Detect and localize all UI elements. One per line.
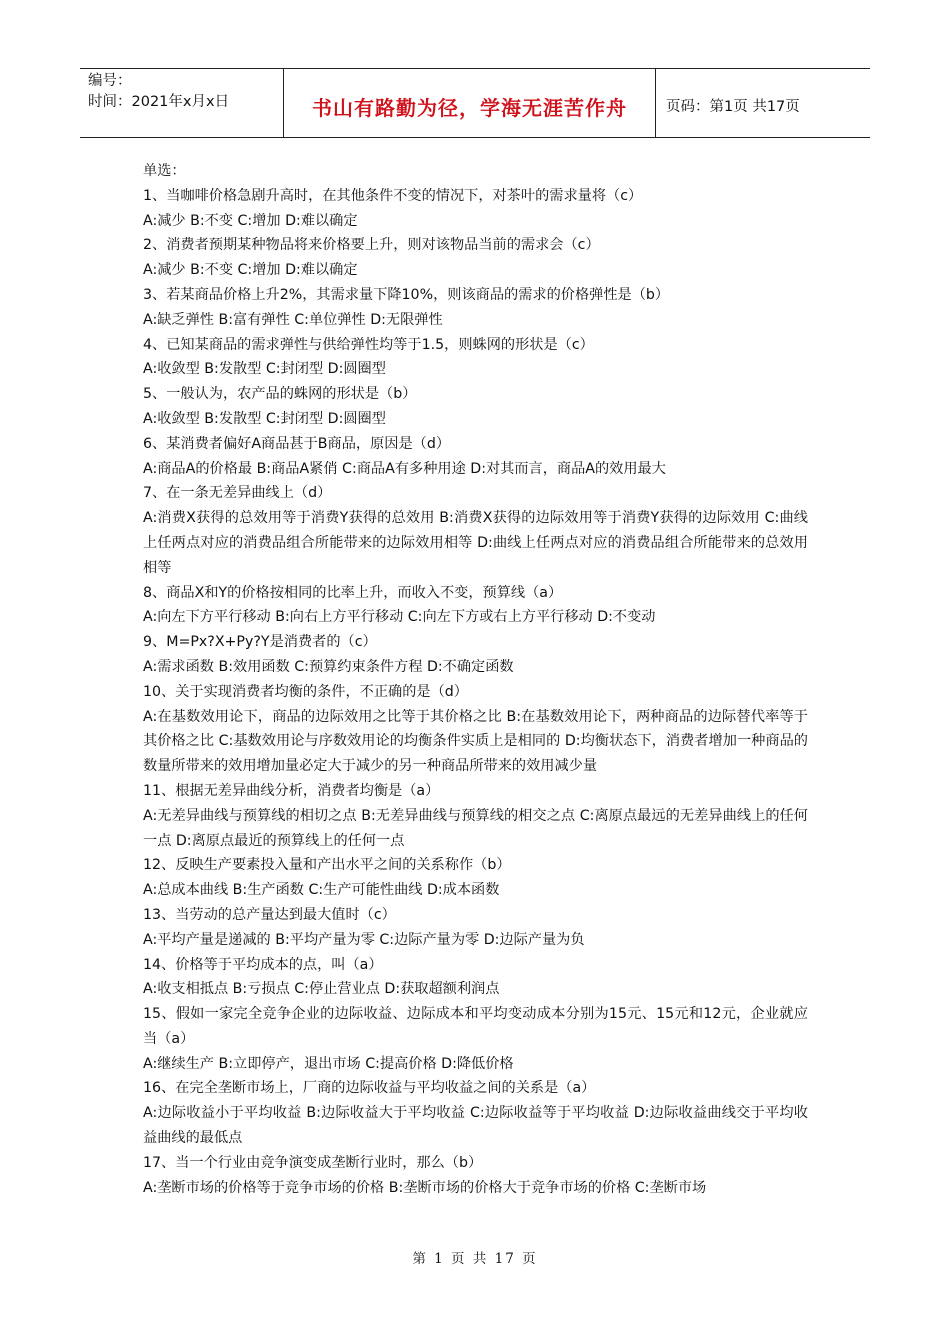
options-6: A:商品A的价格最 B:商品A紧俏 C:商品A有多种用途 D:对其而言，商品A的效用最大 [143,460,666,477]
options-15: A:继续生产 B:立即停产，退出市场 C:提高价格 D:降低价格 [143,1055,514,1072]
document-time: 时间：2021年x月x日 [88,94,230,110]
question-5: 5、一般认为，农产品的蛛网的形状是（b） [143,386,417,403]
question-9: 9、M=Px?X+Py?Y是消费者的（c） [143,634,377,651]
page-header [80,68,870,138]
options-13: A:平均产量是递减的 B:平均产量为零 C:边际产量为零 D:边际产量为负 [143,931,585,948]
question-12: 12、反映生产要素投入量和产出水平之间的关系称作（b） [143,857,511,874]
question-1: 1、当咖啡价格急剧升高时，在其他条件不变的情况下，对茶叶的需求量将（c） [143,187,643,204]
question-14: 14、价格等于平均成本的点，叫（a） [143,956,383,973]
question-15: 15、假如一家完全竞争企业的边际收益、边际成本和平均变动成本分别为15元、15元和12元，企业就应当（a） [143,1006,808,1047]
question-17: 17、当一个行业由竞争演变成垄断行业时，那么（b） [143,1154,483,1171]
options-8: A:向左下方平行移动 B:向右上方平行移动 C:向左下方或右上方平行移动 D:不变动 [143,609,656,626]
options-11: A:无差异曲线与预算线的相切之点 B:无差异曲线与预算线的相交之点 C:离原点最远的无差异曲线上的任何一点 D:离原点最近的预算线上的任何一点 [143,807,808,849]
options-12: A:总成本曲线 B:生产函数 C:生产可能性曲线 D:成本函数 [143,882,500,899]
question-8: 8、商品X和Y的价格按相同的比率上升，而收入不变，预算线（a） [143,584,563,601]
header-left-cell [80,69,284,137]
question-3: 3、若某商品价格上升2%，其需求量下降10%，则该商品的需求的价格弹性是（b） [143,286,670,303]
options-10: A:在基数效用论下，商品的边际效用之比等于其价格之比 B:在基数效用论下，两种商品的边际替代率等于其价格之比 C:基数效用论与序数效用论的均衡条件实质上是相同的 D:均衡状态下，消费者增加一种商品的数量所带来的效用增加量必定大于减少的另一种商品所带来的效用减少量 [143,708,808,775]
question-10: 10、关于实现消费者均衡的条件，不正确的是（d） [143,683,468,700]
options-1: A:减少 B:不变 C:增加 D:难以确定 [143,212,358,229]
question-16: 16、在完全垄断市场上，厂商的边际收益与平均收益之间的关系是（a） [143,1080,596,1097]
options-3: A:缺乏弹性 B:富有弹性 C:单位弹性 D:无限弹性 [143,311,443,328]
page-footer: 第 1 页 共 17 页 [412,1251,538,1267]
question-list [143,159,808,1200]
options-7: A:消费X获得的总效用等于消费Y获得的总效用 B:消费X获得的边际效用等于消费Y获得的边际效用 C:曲线上任两点对应的消费品组合所能带来的边际效用相等 D:曲线上任两点对应的消费品组合所能带来的总效用相等 [143,510,808,576]
options-16: A:边际收益小于平均收益 B:边际收益大于平均收益 C:边际收益等于平均收益 D:边际收益曲线交于平均收益曲线的最低点 [143,1105,808,1147]
options-17: A:垄断市场的价格等于竞争市场的价格 B:垄断市场的价格大于竞争市场的价格 C:垄断市场 [143,1179,707,1196]
header-page-info: 页码：第1页 共17页 [666,98,800,115]
question-2: 2、消费者预期某种物品将来价格要上升，则对该物品当前的需求会（c） [143,237,600,254]
options-9: A:需求函数 B:效用函数 C:预算约束条件方程 D:不确定函数 [143,658,514,675]
options-5: A:收敛型 B:发散型 C:封闭型 D:圆圈型 [143,410,386,427]
document-number-label: 编号： [88,73,132,89]
options-14: A:收支相抵点 B:亏损点 C:停止营业点 D:获取超额利润点 [143,981,500,998]
question-11: 11、根据无差异曲线分析，消费者均衡是（a） [143,782,440,799]
question-13: 13、当劳动的总产量达到最大值时（c） [143,906,396,923]
header-motto-cell [284,69,656,137]
section-title: 单选： [143,163,186,179]
options-4: A:收敛型 B:发散型 C:封闭型 D:圆圈型 [143,361,386,378]
question-4: 4、已知某商品的需求弹性与供给弹性均等于1.5，则蛛网的形状是（c） [143,336,594,353]
question-6: 6、某消费者偏好A商品甚于B商品，原因是（d） [143,435,451,452]
header-motto: 书山有路勤为径，学海无涯苦作舟 [312,95,627,120]
question-7: 7、在一条无差异曲线上（d） [143,485,332,502]
options-2: A:减少 B:不变 C:增加 D:难以确定 [143,262,358,279]
